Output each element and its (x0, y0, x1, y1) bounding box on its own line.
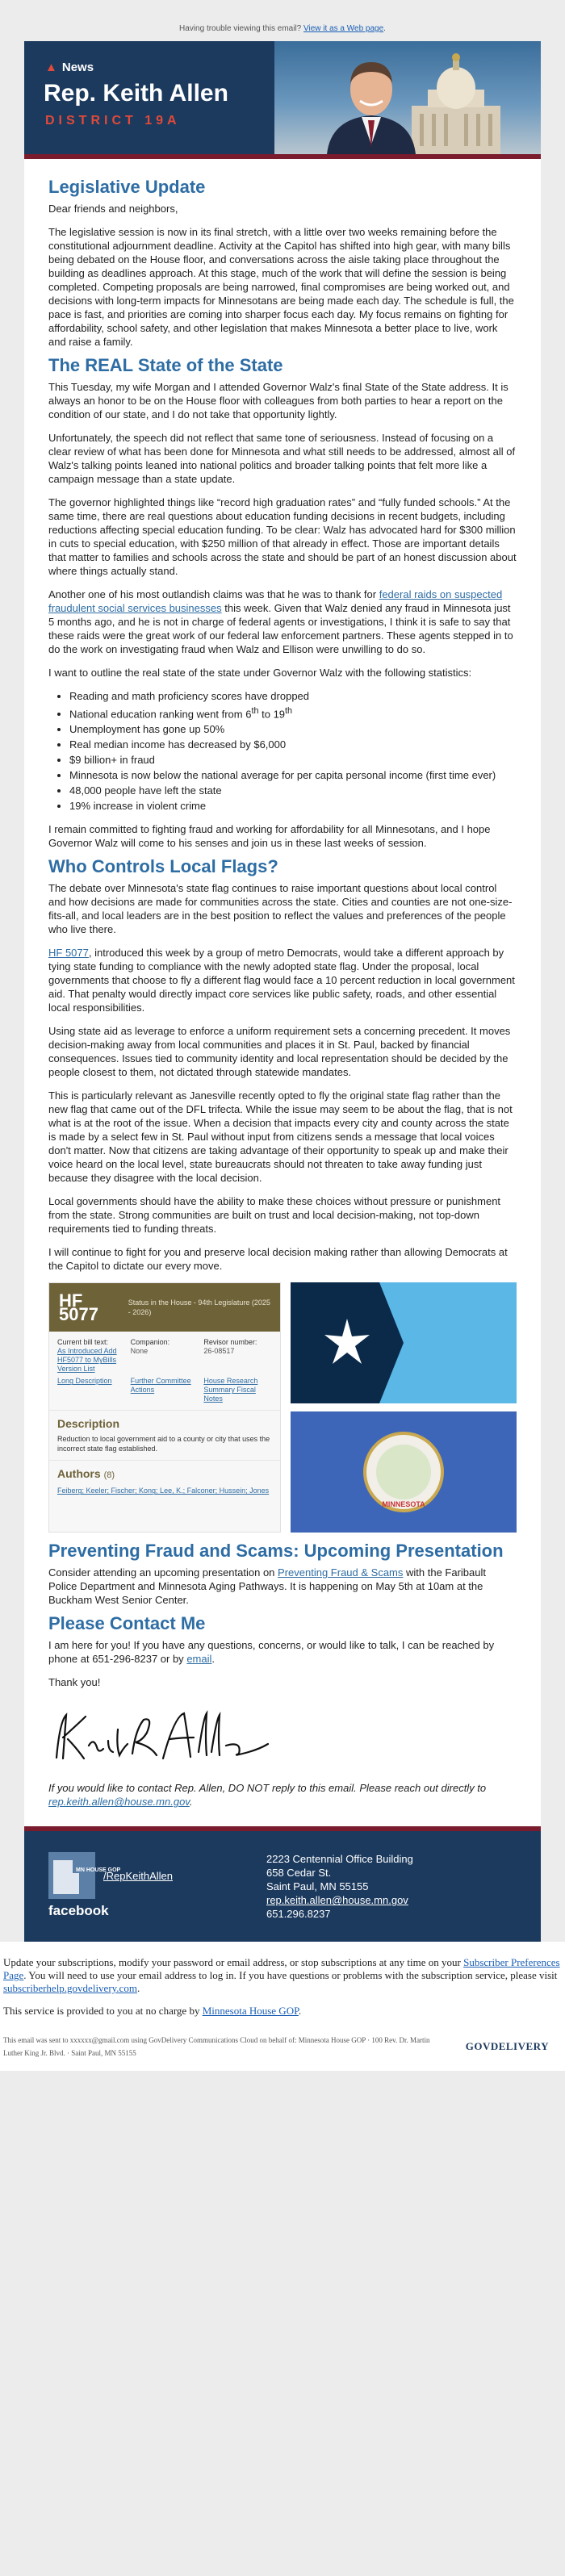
list-item: • Minnesota is now below the national average for per capita personal income (first time ever) (69, 768, 517, 782)
house-research-link[interactable]: House Research Summary Fiscal Notes (203, 1377, 258, 1403)
house-gop-logo (48, 1852, 121, 1899)
fraud-presentation-heading: Preventing Fraud and Scams: Upcoming Presentation (48, 1541, 504, 1562)
bill-number: HF 5077 (59, 1290, 98, 1325)
bill-and-flags-row (48, 1282, 517, 1533)
list-item: • $9 billion+ in fraud (69, 753, 517, 767)
state-paragraph: I want to outline the real state of the state under Governor Walz with the following statistics: (48, 667, 472, 679)
further-committee-actions-link[interactable]: Further Committee Actions (130, 1377, 191, 1395)
state-paragraph: This Tuesday, my wife Morgan and I attended Governor Walz's final State of the State address. It is always an honor to be on the House floor with colleagues from both parties to hear a report on the condition of our state, and I do not take that opportunity lightly. (48, 381, 508, 420)
list-item: • 48,000 people have left the state (69, 784, 517, 797)
legislative-update-body: The legislative session is now in its final stretch, with a little over two weeks remaining before the constitutional adjournment deadline. Activity at the Capitol has shifted into high gear, with many bills being debated on the House floor, and conversations across the aisle taking place throughout the building as deadlines approach. At this stage, much of the work that will define the session is being completed. Competing proposals are being narrowed, final compromises are being worked out, and decisions with long-term impacts for Minnesotans are being made each day. The schedule is full, the pace is fast, and priorities are coming into sharper focus each day. My focus remains on fighting for affordability, school safety, and other legislation that makes Minnesota a better place to live, work and raise a family. (48, 226, 514, 348)
bill-info-grid: Current bill text: As Introduced Add HF5077 to MyBills Version List Companion: None Revisor number: 26-08517 Long Description Further Committee Actions House Research Summary Fiscal Notes (49, 1332, 280, 1410)
facebook-icon[interactable]: facebook (48, 1903, 109, 1919)
list-item: • Real median income has decreased by $6,000 (69, 738, 517, 751)
federal-raids-link[interactable]: federal raids on suspected fraudulent social services businesses (48, 588, 503, 614)
contact-heading: Please Contact Me (48, 1613, 206, 1634)
flags-paragraph: I will continue to fight for you and preserve local decision making rather than allowing Democrats at the Capitol to dictate our every move. (48, 1246, 508, 1273)
state-paragraph: Another one of his most outlandish claims was that he was to thank for federal raids on suspected fraudulent social services businesses this week. Given that Walz denied any fraud in Minnesota just 5 months ago, and he is not in charge of federal agents or investigations, I think it is safe to say that these raids were the great work of our federal law enforcement partners. These agents stepped in to do the work on investigating fraud when Walz and Ellison were unwilling to do so. (48, 588, 513, 655)
flag-images (291, 1282, 517, 1533)
bill-header (49, 1283, 280, 1332)
rep-email-link[interactable]: rep.keith.allen@house.mn.gov (48, 1796, 190, 1809)
capitol-dome-icon: ▲ (45, 61, 57, 74)
flags-paragraph: Local governments should have the ability to make these choices without pressure or punishment from the state. Strong communities are built on trust and local decision-making, not top-down requirements tied to funding threats. (48, 1195, 501, 1236)
greeting: Dear friends and neighbors, (48, 203, 178, 215)
web-view-note: Having trouble viewing this email? View it as a Web page. (179, 24, 386, 33)
facebook-handle-link[interactable]: /RepKeithAllen (103, 1869, 173, 1882)
office-address: 2223 Centennial Office Building 658 Cedar St. Saint Paul, MN 55155 rep.keith.allen@house.mn.gov 651.296.8237 (266, 1853, 413, 1921)
contact-paragraph: I am here for you! If you have any questions, concerns, or would like to talk, I can be reached by phone at 651-296-8237 or by email. (48, 1639, 495, 1666)
thanks: Thank you! (48, 1676, 101, 1689)
local-flags-heading: Who Controls Local Flags? (48, 856, 278, 877)
current-bill-text-links[interactable]: As Introduced Add HF5077 to MyBills Version List (57, 1347, 117, 1374)
subscriber-preferences-link[interactable]: Subscriber Preferences Page (3, 1956, 560, 1982)
sent-to-note: This email was sent to xxxxxx@gmail.com using GovDelivery Communications Cloud on behalf of: Minnesota House GOP · 100 Rev. Dr. Martin Luther King Jr. Blvd. · Saint Paul, MN 55155 (3, 2036, 430, 2058)
bill-description: Description Reduction to local government aid to a county or city that uses the incorrect state flag established. (49, 1410, 280, 1460)
hf5077-link[interactable]: HF 5077 (48, 947, 89, 960)
govdelivery-logo: GOVDELIVERY (465, 2040, 549, 2053)
email-link[interactable]: email (186, 1653, 212, 1666)
main-content (24, 159, 541, 1826)
state-paragraph: The governor highlighted things like “record high graduation rates” and “fully funded schools.” At the same time, there are real questions about education funding decisions in recent budgets, including reductions affecting special education funding. To be clear: Walz has advocated hard for $300 million in cuts to special education, with $250 million of that already in effect. Those are important details that matter to families and schools across the state and should be part of an honest discussion about where things actually stand. (48, 496, 517, 577)
contact-note: If you would like to contact Rep. Allen, DO NOT reply to this email. Please reach out directly to rep.keith.allen@house.mn.gov. (48, 1782, 487, 1809)
district-label: DISTRICT 19A (45, 114, 181, 128)
new-state-flag-image (291, 1282, 517, 1403)
web-view-link[interactable]: View it as a Web page (303, 24, 384, 33)
flags-paragraph: Using state aid as leverage to enforce a uniform requirement sets a concerning precedent. It moves decision-making away from local communities and places it in St. Paul, backed by financial consequences. Issues tied to community identity and local representation should be decided by the people closest to them, not dictated through statewide mandates. (48, 1025, 511, 1079)
subscription-footer: Update your subscriptions, modify your password or email address, or stop subscriptions at any time on your Subscriber Preferences Page. You will need to use your email address to log in. If you have questions or problems with the subscription service, please visit subscriberhelp.govdelivery.com. This service is provided to you at no charge by Minnesota House GOP. This email was sent to xxxxxx@gmail.com using GovDelivery Communications Cloud on behalf of: Minnesota House GOP · 100 Rev. Dr. Martin Luther King Jr. Blvd. · Saint Paul, MN 55155 GOVDELIVERY (0, 1942, 565, 2071)
header-banner (24, 41, 541, 159)
legislative-update-heading: Legislative Update (48, 177, 206, 197)
subscriber-help-link[interactable]: subscriberhelp.govdelivery.com (3, 1982, 137, 1995)
news-label: ▲ News (45, 61, 94, 74)
email-body (24, 41, 541, 1942)
bill-status-card (48, 1282, 281, 1533)
bill-status: Status in the House - 94th Legislature (2025 - 2026) (128, 1298, 270, 1317)
preventing-fraud-link[interactable]: Preventing Fraud & Scams (278, 1566, 404, 1579)
original-state-flag-image (291, 1411, 517, 1533)
statistics-list (48, 689, 517, 813)
long-description-link[interactable]: Long Description (57, 1377, 112, 1386)
state-paragraph: Unfortunately, the speech did not reflect that same tone of seriousness. Instead of focusing on a clear review of what has been done for Minnesota and what still needs to be addressed, almost all of Walz's talking points leaned into national politics and broader talking points that felt more like a campaign message than a state update. (48, 432, 516, 485)
state-of-state-heading: The REAL State of the State (48, 355, 283, 375)
fraud-paragraph: Consider attending an upcoming presentation on Preventing Fraud & Scams with the Faribault Police Department and Minnesota Aging Pathways. It is happening on May 5th at 10am at the Buckham West Senior Center. (48, 1566, 486, 1607)
list-item: • 19% increase in violent crime (69, 799, 517, 813)
list-item: • Reading and math proficiency scores have dropped (69, 689, 517, 703)
representative-name: Rep. Keith Allen (44, 80, 228, 107)
state-paragraph: I remain committed to fighting fraud and working for affordability for all Minnesotans, and I hope Governor Walz will come to his senses and join us in these last weeks of session. (48, 823, 491, 850)
footer-email-link[interactable]: rep.keith.allen@house.mn.gov (266, 1894, 408, 1907)
flags-paragraph: The debate over Minnesota's state flag continues to raise important questions about local control and how decisions are made for communities across the state. Cities and counties are not one-size-fits-all, and local leaders are in the best position to reflect the values and preferences of the people who live there. (48, 882, 513, 936)
svg-text:MN HOUSE GOP: MN HOUSE GOP (76, 1867, 121, 1874)
list-item: • Unemployment has gone up 50% (69, 722, 517, 736)
minnesota-house-gop-link[interactable]: Minnesota House GOP (202, 2005, 299, 2018)
svg-text:MINNESOTA: MINNESOTA (382, 1500, 425, 1509)
footer (24, 1826, 541, 1942)
signature-image (48, 1705, 274, 1770)
flags-paragraph: This is particularly relevant as Janesville recently opted to fly the original state flag rather than the new flag that came out of the DFL trifecta. While the issue may seem to be about the flag, that is not what is at the root of the issue. When a decision that impacts every city and county across the state is made by a select few in St. Paul without input from citizens sends a message that local voices don't matter. Now that citizens are taking advantage of their opportunity to speak up and make their voice heard on the local level, state bureaucrats should not threaten to take away funding just because they disagree with the local decision. (48, 1089, 513, 1185)
flags-paragraph: HF 5077, introduced this week by a group of metro Democrats, would take a different approach by tying state funding to compliance with the newly adopted state flag. Under the proposal, local governments that choose to fly a different flag would face a 10 percent reduction in local government aid. That penalty would directly impact core services like public safety, roads, and other essential local responsibilities. (48, 947, 515, 1014)
authors-list[interactable]: Feiberg; Keeler; Fischer; Kong; Lee, K.; Falconer; Hussein; Jones (57, 1487, 270, 1495)
representative-photo (323, 48, 420, 154)
bill-authors: Authors (8) Feiberg; Keeler; Fischer; Kong; Lee, K.; Falconer; Hussein; Jones (49, 1460, 280, 1502)
list-item: • National education ranking went from 6th to 19th (69, 705, 517, 721)
